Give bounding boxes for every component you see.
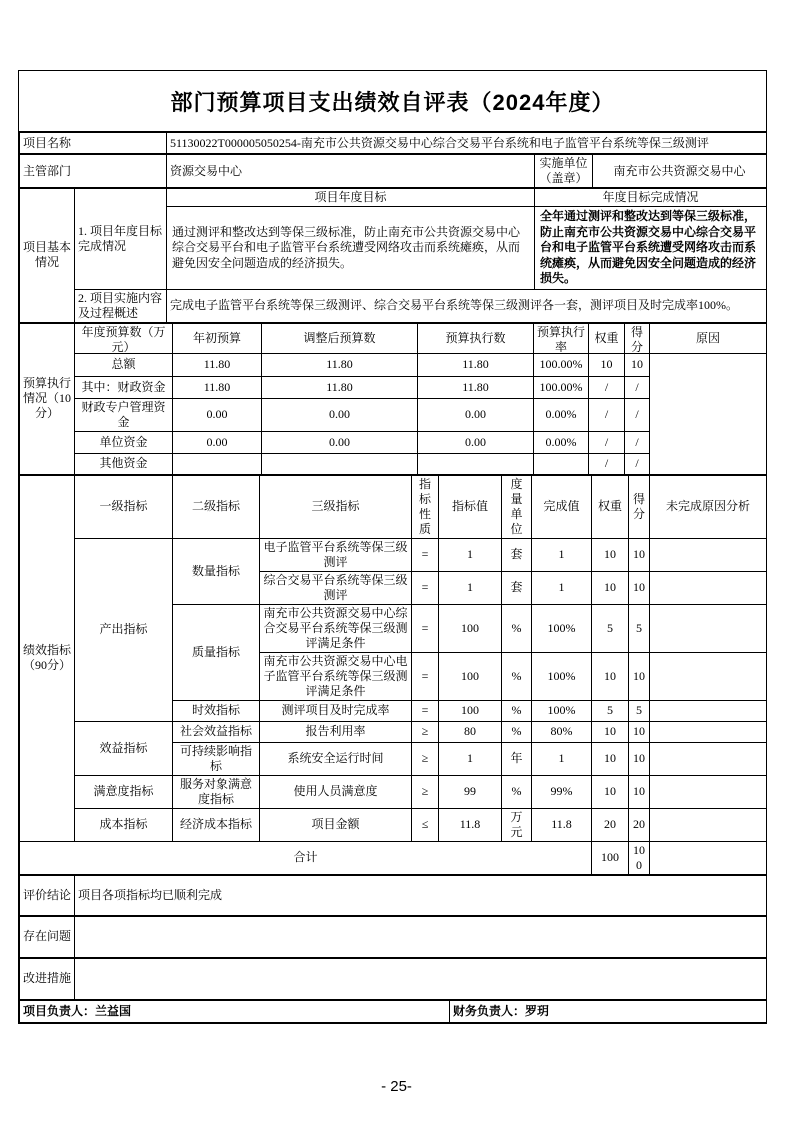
ind-nature: = bbox=[412, 700, 439, 721]
form-title: 部门预算项目支出绩效自评表（2024年度） bbox=[19, 71, 766, 132]
self-evaluation-form bbox=[18, 70, 767, 1024]
basic-info-sidebar: 项目基本情况 bbox=[20, 189, 75, 323]
ind-nature: = bbox=[412, 604, 439, 652]
ind-header-score: 得分 bbox=[629, 475, 650, 538]
ind-score: 10 bbox=[629, 538, 650, 571]
page-number: - 25- bbox=[381, 1078, 412, 1095]
conclusion-text: 项目各项指标均已顺利完成 bbox=[75, 875, 767, 915]
ind-score: 10 bbox=[629, 721, 650, 742]
measures-text bbox=[75, 958, 767, 999]
ind-header-target: 指标值 bbox=[439, 475, 502, 538]
ind-done: 100% bbox=[532, 700, 592, 721]
budget-header-initial: 年初预算 bbox=[173, 323, 262, 353]
budget-row-label: 总额 bbox=[75, 353, 173, 376]
ind-l1: 成本指标 bbox=[75, 808, 173, 841]
ind-score: 10 bbox=[629, 571, 650, 604]
ind-weight: 10 bbox=[592, 652, 629, 700]
ind-l3: 使用人员满意度 bbox=[260, 775, 412, 808]
impl-unit-label: 实施单位（盖章） bbox=[535, 155, 593, 188]
annual-goal-completion-label: 1. 项目年度目标完成情况 bbox=[75, 189, 167, 290]
ind-done: 11.8 bbox=[532, 808, 592, 841]
budget-rate: 100.00% bbox=[534, 376, 589, 398]
budget-header-rate-text: 预算执行率 bbox=[537, 324, 585, 352]
indicator-row bbox=[20, 775, 767, 808]
total-reason bbox=[650, 841, 767, 874]
budget-adjusted bbox=[262, 453, 418, 474]
ind-header-weight: 权重 bbox=[592, 475, 629, 538]
ind-target: 100 bbox=[439, 652, 502, 700]
implementation-label: 2. 项目实施内容及过程概述 bbox=[75, 289, 167, 322]
ind-unit: % bbox=[502, 652, 532, 700]
ind-l2: 可持续影响指标 bbox=[173, 742, 260, 775]
ind-header-l1: 一级指标 bbox=[75, 475, 173, 538]
indicator-row bbox=[20, 721, 767, 742]
budget-rate: 100.00% bbox=[534, 353, 589, 376]
ind-l3: 系统安全运行时间 bbox=[260, 742, 412, 775]
ind-weight: 10 bbox=[592, 538, 629, 571]
ind-unit: 套 bbox=[502, 571, 532, 604]
measures-label: 改进措施 bbox=[20, 958, 75, 999]
total-score: 100 bbox=[629, 841, 650, 874]
ind-l3: 南充市公共资源交易中心电子监管平台系统等保三级测评满足条件 bbox=[260, 652, 412, 700]
problems-table bbox=[19, 916, 767, 958]
ind-score: 5 bbox=[629, 604, 650, 652]
budget-header-weight: 权重 bbox=[589, 323, 625, 353]
budget-weight: / bbox=[589, 431, 625, 453]
budget-weight: 10 bbox=[589, 353, 625, 376]
annual-goal-text: 通过测评和整改达到等保三级标准，防止南充市公共资源交易中心综合交易平台和电子监管平台系统遭受网络攻击而系统瘫痪，从而避免因安全问题造成的经济损失。 bbox=[167, 207, 535, 290]
ind-weight: 5 bbox=[592, 700, 629, 721]
indicator-row bbox=[20, 538, 767, 571]
budget-header-annual-text: 年度预算数（万元） bbox=[81, 324, 166, 352]
ind-weight: 5 bbox=[592, 604, 629, 652]
ind-l2: 时效指标 bbox=[173, 700, 260, 721]
budget-header-score-text: 得分 bbox=[630, 324, 643, 352]
indicators-table bbox=[19, 475, 767, 875]
ind-target: 100 bbox=[439, 700, 502, 721]
completion-text: 全年通过测评和整改达到等保三级标准，防止南充市公共资源交易中心综合交易平台和电子监管平台系统遭受网络攻击而系统瘫痪，从而避免因安全问题造成的经济损失。 bbox=[535, 207, 767, 290]
ind-unit: 年 bbox=[502, 742, 532, 775]
ind-l3: 测评项目及时完成率 bbox=[260, 700, 412, 721]
ind-l1: 满意度指标 bbox=[75, 775, 173, 808]
budget-row-label: 单位资金 bbox=[75, 431, 173, 453]
ind-nature: = bbox=[412, 538, 439, 571]
ind-target: 1 bbox=[439, 538, 502, 571]
budget-score: / bbox=[625, 398, 650, 431]
budget-row-label: 财政专户管理资金 bbox=[75, 398, 173, 431]
budget-header-annual bbox=[75, 323, 173, 353]
competent-dept-value: 资源交易中心 bbox=[167, 155, 535, 188]
ind-l2: 服务对象满意度指标 bbox=[173, 775, 260, 808]
ind-l3: 综合交易平台系统等保三级测评 bbox=[260, 571, 412, 604]
measures-table bbox=[19, 958, 767, 1000]
completion-header: 年度目标完成情况 bbox=[535, 189, 767, 207]
ind-reason bbox=[650, 652, 767, 700]
ind-target: 100 bbox=[439, 604, 502, 652]
ind-l2: 数量指标 bbox=[173, 538, 260, 604]
budget-score: / bbox=[625, 376, 650, 398]
ind-score: 20 bbox=[629, 808, 650, 841]
ind-done: 100% bbox=[532, 604, 592, 652]
conclusion-label: 评价结论 bbox=[20, 875, 75, 915]
department-table bbox=[19, 154, 767, 188]
budget-score: / bbox=[625, 453, 650, 474]
ind-target: 11.8 bbox=[439, 808, 502, 841]
indicator-row bbox=[20, 808, 767, 841]
project-manager: 项目负责人：兰益国 bbox=[20, 1000, 450, 1022]
budget-row-total bbox=[20, 353, 767, 376]
ind-header-done: 完成值 bbox=[532, 475, 592, 538]
ind-header-unit: 度量单位 bbox=[502, 475, 532, 538]
ind-score: 10 bbox=[629, 742, 650, 775]
ind-header-reason: 未完成原因分析 bbox=[650, 475, 767, 538]
ind-score: 5 bbox=[629, 700, 650, 721]
ind-done: 1 bbox=[532, 571, 592, 604]
implementation-text: 完成电子监管平台系统等保三级测评、综合交易平台系统等保三级测评各一套，测评项目及时完成率100%。 bbox=[167, 289, 767, 322]
ind-score: 10 bbox=[629, 652, 650, 700]
budget-adjusted: 11.80 bbox=[262, 353, 418, 376]
problems-text bbox=[75, 916, 767, 957]
budget-weight: / bbox=[589, 453, 625, 474]
budget-weight: / bbox=[589, 398, 625, 431]
ind-reason bbox=[650, 721, 767, 742]
ind-unit: 套 bbox=[502, 538, 532, 571]
ind-done: 1 bbox=[532, 742, 592, 775]
ind-done: 1 bbox=[532, 538, 592, 571]
ind-weight: 10 bbox=[592, 775, 629, 808]
budget-table bbox=[19, 323, 767, 475]
ind-l2: 社会效益指标 bbox=[173, 721, 260, 742]
budget-reason-cell bbox=[650, 353, 767, 474]
budget-header-score bbox=[625, 323, 650, 353]
budget-adjusted: 0.00 bbox=[262, 431, 418, 453]
ind-header-l3: 三级指标 bbox=[260, 475, 412, 538]
ind-header-l2: 二级指标 bbox=[173, 475, 260, 538]
indicators-total-row bbox=[20, 841, 767, 874]
budget-header-rate bbox=[534, 323, 589, 353]
budget-initial: 0.00 bbox=[173, 398, 262, 431]
ind-nature: ≤ bbox=[412, 808, 439, 841]
ind-weight: 10 bbox=[592, 742, 629, 775]
budget-weight: / bbox=[589, 376, 625, 398]
basic-info-table bbox=[19, 188, 767, 323]
ind-reason bbox=[650, 604, 767, 652]
ind-nature: ≥ bbox=[412, 742, 439, 775]
budget-score: 10 bbox=[625, 353, 650, 376]
ind-reason bbox=[650, 700, 767, 721]
budget-executed: 0.00 bbox=[418, 431, 534, 453]
budget-adjusted: 0.00 bbox=[262, 398, 418, 431]
total-label: 合计 bbox=[20, 841, 592, 874]
budget-rate: 0.00% bbox=[534, 398, 589, 431]
ind-nature: = bbox=[412, 571, 439, 604]
impl-unit-value: 南充市公共资源交易中心 bbox=[593, 155, 767, 188]
ind-target: 99 bbox=[439, 775, 502, 808]
ind-nature: ≥ bbox=[412, 721, 439, 742]
ind-weight: 10 bbox=[592, 721, 629, 742]
ind-done: 99% bbox=[532, 775, 592, 808]
ind-target: 1 bbox=[439, 571, 502, 604]
ind-l3: 项目金额 bbox=[260, 808, 412, 841]
budget-row-label: 其他资金 bbox=[75, 453, 173, 474]
budget-header-adjusted: 调整后预算数 bbox=[262, 323, 418, 353]
ind-unit: % bbox=[502, 775, 532, 808]
ind-score: 10 bbox=[629, 775, 650, 808]
budget-initial: 11.80 bbox=[173, 376, 262, 398]
budget-initial bbox=[173, 453, 262, 474]
ind-reason bbox=[650, 538, 767, 571]
ind-l2: 质量指标 bbox=[173, 604, 260, 700]
project-name-value: 51130022T000005050254-南充市公共资源交易中心综合交易平台系统和电子监管平台系统等保三级测评 bbox=[167, 133, 767, 154]
budget-initial: 11.80 bbox=[173, 353, 262, 376]
ind-l3: 报告利用率 bbox=[260, 721, 412, 742]
budget-sidebar: 预算执行情况（10分） bbox=[20, 323, 75, 474]
budget-adjusted: 11.80 bbox=[262, 376, 418, 398]
budget-executed: 11.80 bbox=[418, 376, 534, 398]
conclusion-table bbox=[19, 875, 767, 916]
ind-reason bbox=[650, 775, 767, 808]
ind-target: 80 bbox=[439, 721, 502, 742]
ind-l3: 电子监管平台系统等保三级测评 bbox=[260, 538, 412, 571]
ind-done: 100% bbox=[532, 652, 592, 700]
ind-reason bbox=[650, 742, 767, 775]
budget-executed bbox=[418, 453, 534, 474]
ind-done: 80% bbox=[532, 721, 592, 742]
ind-unit: % bbox=[502, 700, 532, 721]
budget-header-executed: 预算执行数 bbox=[418, 323, 534, 353]
ind-nature: = bbox=[412, 652, 439, 700]
ind-nature: ≥ bbox=[412, 775, 439, 808]
budget-score: / bbox=[625, 431, 650, 453]
ind-unit: 万元 bbox=[502, 808, 532, 841]
ind-l3: 南充市公共资源交易中心综合交易平台系统等保三级测评满足条件 bbox=[260, 604, 412, 652]
finance-manager: 财务负责人：罗玥 bbox=[450, 1000, 767, 1022]
total-weight: 100 bbox=[592, 841, 629, 874]
budget-executed: 11.80 bbox=[418, 353, 534, 376]
ind-l1: 效益指标 bbox=[75, 721, 173, 775]
indicators-sidebar: 绩效指标（90分） bbox=[20, 475, 75, 841]
ind-unit: % bbox=[502, 604, 532, 652]
budget-executed: 0.00 bbox=[418, 398, 534, 431]
ind-weight: 10 bbox=[592, 571, 629, 604]
ind-header-nature: 指标性质 bbox=[412, 475, 439, 538]
signers-table bbox=[19, 1000, 767, 1023]
ind-l2: 经济成本指标 bbox=[173, 808, 260, 841]
budget-header-reason: 原因 bbox=[650, 323, 767, 353]
budget-initial: 0.00 bbox=[173, 431, 262, 453]
ind-unit: % bbox=[502, 721, 532, 742]
annual-goal-header: 项目年度目标 bbox=[167, 189, 535, 207]
project-name-table bbox=[19, 132, 767, 154]
ind-l1: 产出指标 bbox=[75, 538, 173, 721]
ind-target: 1 bbox=[439, 742, 502, 775]
budget-row-label: 其中：财政资金 bbox=[75, 376, 173, 398]
project-name-label: 项目名称 bbox=[20, 133, 167, 154]
ind-weight: 20 bbox=[592, 808, 629, 841]
budget-rate: 0.00% bbox=[534, 431, 589, 453]
ind-reason bbox=[650, 808, 767, 841]
problems-label: 存在问题 bbox=[20, 916, 75, 957]
budget-rate bbox=[534, 453, 589, 474]
ind-reason bbox=[650, 571, 767, 604]
competent-dept-label: 主管部门 bbox=[20, 155, 167, 188]
